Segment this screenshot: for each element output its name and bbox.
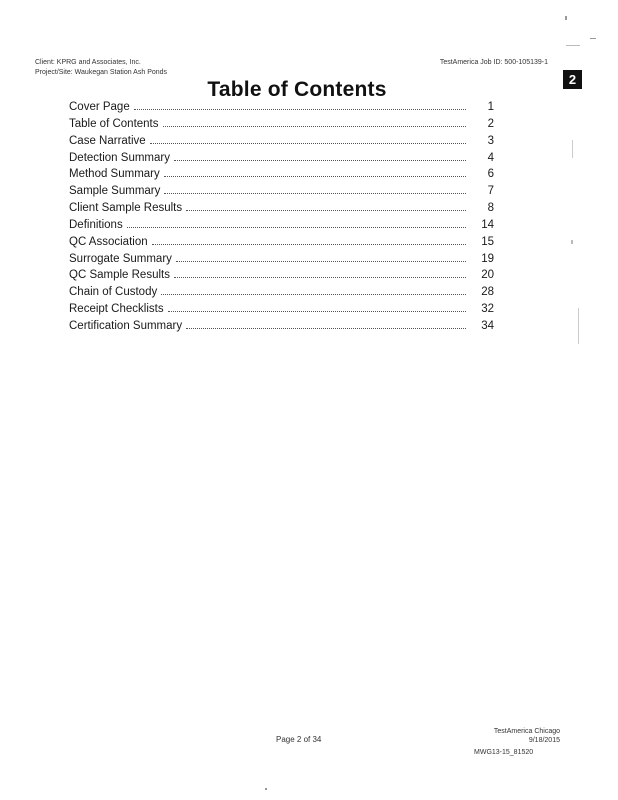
toc-label: Surrogate Summary — [69, 252, 172, 265]
toc-page-number: 19 — [481, 252, 494, 265]
dot-leader — [168, 310, 466, 312]
toc-label: Case Narrative — [69, 134, 146, 147]
dot-leader — [163, 125, 466, 127]
toc-label: Detection Summary — [69, 151, 170, 164]
page-title: Table of Contents — [207, 78, 387, 101]
scan-speck — [578, 308, 579, 344]
dot-leader — [186, 327, 466, 329]
toc-entry-receipt-checklists[interactable] — [69, 303, 494, 320]
toc-page-number: 28 — [481, 286, 494, 299]
scan-speck — [265, 788, 267, 790]
scan-speck — [566, 45, 580, 46]
dot-leader — [150, 142, 466, 144]
toc-label: Certification Summary — [69, 319, 183, 332]
toc-label: Receipt Checklists — [69, 303, 164, 316]
toc-label: Definitions — [69, 218, 123, 231]
dot-leader — [174, 276, 466, 278]
toc-page-number: 4 — [487, 151, 494, 164]
project-line: Project/Site: Waukegan Station Ash Ponds — [35, 69, 168, 76]
toc-label: Method Summary — [69, 168, 160, 181]
client-line: Client: KPRG and Associates, Inc. — [35, 59, 141, 66]
dot-leader — [134, 108, 466, 110]
toc-page-number: 2 — [487, 117, 494, 130]
toc-entry-qc-association[interactable] — [69, 236, 494, 253]
toc-page-number: 7 — [487, 185, 494, 198]
toc-label: Chain of Custody — [69, 286, 158, 299]
toc-page-number: 8 — [487, 202, 494, 215]
toc-list — [69, 101, 494, 337]
job-id: TestAmerica Job ID: 500-105139-1 — [439, 59, 548, 66]
footer-date: 9/18/2015 — [528, 737, 560, 744]
toc-label: QC Sample Results — [69, 269, 170, 282]
toc-label: Cover Page — [69, 101, 130, 113]
toc-label: Sample Summary — [69, 185, 161, 198]
toc-page-number: 32 — [481, 303, 494, 316]
scan-speck — [572, 140, 573, 158]
toc-entry-surrogate-summary[interactable] — [69, 253, 494, 270]
footer-page-number: Page 2 of 34 — [276, 735, 322, 744]
toc-page-number: 6 — [487, 168, 494, 181]
toc-entry-certification-summary[interactable] — [69, 320, 494, 337]
toc-page-number: 3 — [487, 134, 494, 147]
toc-page-number: 1 — [487, 101, 494, 113]
toc-label: Table of Contents — [69, 117, 159, 130]
toc-page-number: 34 — [481, 319, 494, 332]
footer-doc-code: MWG13-15_81520 — [474, 749, 534, 756]
toc-entry-detection-summary[interactable] — [69, 152, 494, 169]
header-left — [35, 58, 167, 78]
scan-speck — [565, 16, 567, 20]
dot-leader — [176, 260, 466, 262]
section-tab: 2 — [563, 70, 582, 89]
dot-leader — [127, 226, 466, 228]
toc-entry-definitions[interactable] — [69, 219, 494, 236]
dot-leader — [186, 209, 466, 211]
toc-entry-client-sample-results[interactable] — [69, 202, 494, 219]
toc-page-number: 14 — [481, 218, 494, 231]
dot-leader — [161, 293, 466, 295]
toc-entry-chain-of-custody[interactable] — [69, 286, 494, 303]
toc-entry-qc-sample-results[interactable] — [69, 269, 494, 286]
toc-entry-sample-summary[interactable] — [69, 185, 494, 202]
toc-entry-case-narrative[interactable] — [69, 135, 494, 152]
dot-leader — [164, 192, 466, 194]
toc-label: QC Association — [69, 235, 148, 248]
footer-lab-info — [494, 727, 560, 745]
toc-page-number: 20 — [481, 269, 494, 282]
scan-speck — [590, 38, 596, 39]
scan-speck — [571, 240, 573, 244]
dot-leader — [164, 175, 466, 177]
dot-leader — [152, 243, 466, 245]
footer-lab-name: TestAmerica Chicago — [493, 728, 560, 735]
toc-page-number: 15 — [481, 235, 494, 248]
toc-label: Client Sample Results — [69, 202, 183, 215]
toc-entry-cover-page[interactable] — [69, 101, 494, 118]
toc-entry-method-summary[interactable] — [69, 168, 494, 185]
dot-leader — [174, 159, 466, 161]
toc-entry-table-of-contents[interactable] — [69, 118, 494, 135]
